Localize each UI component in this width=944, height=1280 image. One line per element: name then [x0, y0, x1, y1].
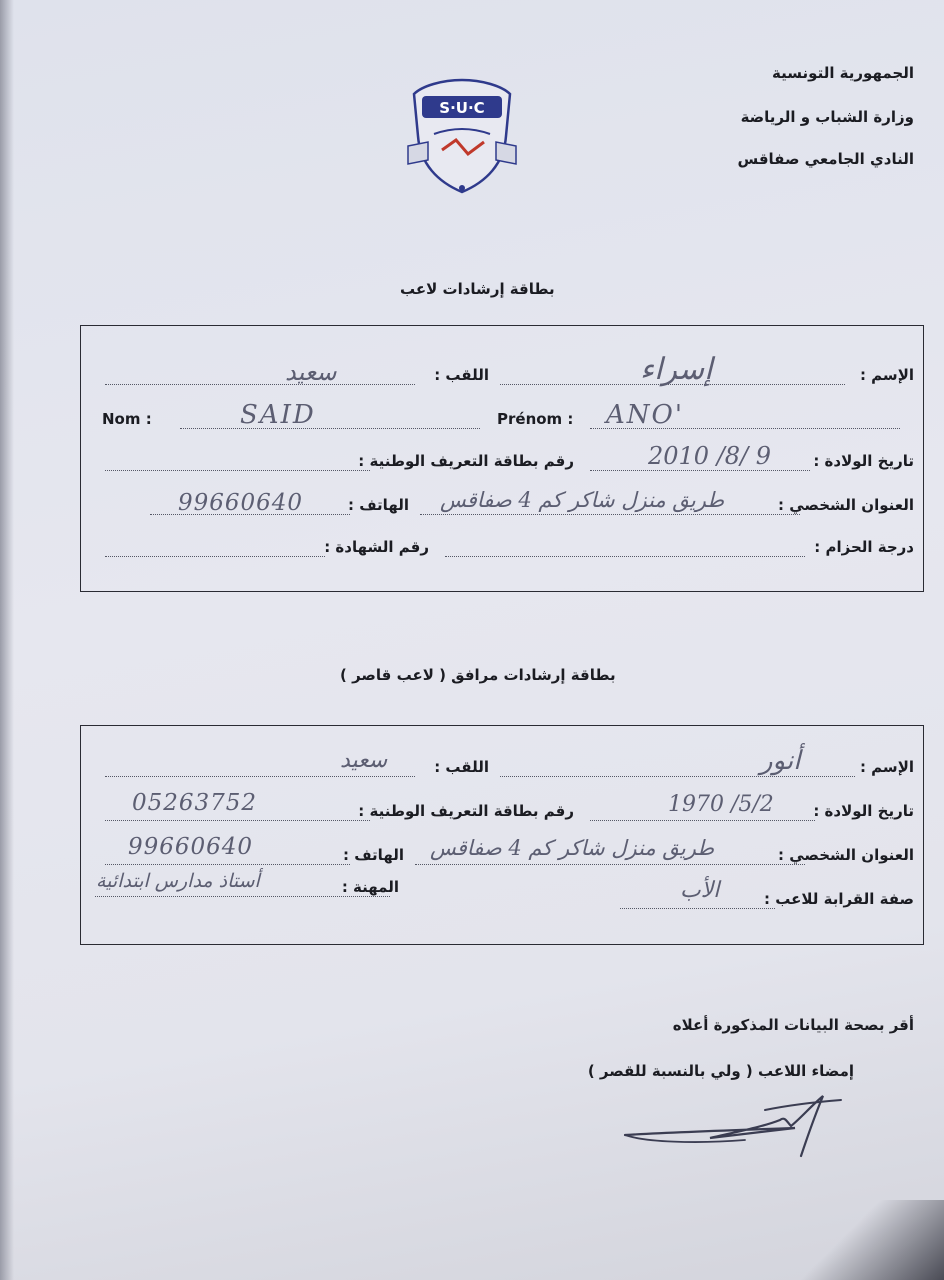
guardian-birth-label: تاريخ الولادة : [813, 802, 914, 820]
player-first-name-label: الإسم : [859, 366, 914, 384]
guardian-address-label: العنوان الشخصي : [778, 846, 914, 864]
player-address-line [420, 514, 800, 515]
guardian-first-name-value: أنور [760, 746, 801, 776]
belt-label: درجة الحزام : [814, 538, 914, 556]
certificate-label: رقم الشهادة : [324, 538, 429, 556]
header-club: النادي الجامعي صفاقس [737, 150, 914, 168]
paper-edge-shadow [0, 0, 14, 1280]
certificate-line [105, 556, 325, 557]
signature-mark-icon [615, 1080, 865, 1160]
player-id-label: رقم بطاقة التعريف الوطنية : [358, 452, 574, 470]
player-birth-line [590, 470, 810, 471]
guardian-phone-value: 99660640 [128, 834, 254, 860]
guardian-phone-label: الهاتف : [342, 846, 404, 864]
player-last-name-value: سعيد [285, 358, 337, 386]
declaration-text: أقر بصحة البيانات المذكورة أعلاه [672, 1016, 914, 1034]
guardian-phone-line [105, 864, 350, 865]
player-last-name-label: اللقب : [434, 366, 489, 384]
relation-label: صفة القرابة للاعب : [764, 890, 914, 908]
nom-label: Nom : [102, 410, 152, 428]
player-id-line [105, 470, 370, 471]
paper-corner-shadow [784, 1200, 944, 1280]
logo-text: S·U·C [439, 99, 485, 117]
job-line [95, 896, 390, 897]
nom-value: SAID [240, 400, 316, 430]
player-card-title: بطاقة إرشادات لاعب [400, 280, 555, 298]
guardian-last-name-label: اللقب : [434, 758, 489, 776]
guardian-id-label: رقم بطاقة التعريف الوطنية : [358, 802, 574, 820]
job-label: المهنة : [341, 878, 399, 896]
player-phone-value: 99660640 [178, 490, 304, 516]
guardian-address-value: طريق منزل شاكر كم 4 صفاقس [430, 836, 715, 860]
guardian-last-name-line [105, 776, 415, 777]
player-address-label: العنوان الشخصي : [778, 496, 914, 514]
signature-label: إمضاء اللاعب ( ولي بالنسبة للقصر ) [587, 1062, 854, 1080]
guardian-birth-value: 1970 /5/2 [668, 792, 774, 817]
club-logo-icon [400, 76, 524, 196]
relation-value: الأب [680, 878, 720, 903]
player-birth-value: 2010 /8/ 9 [648, 442, 772, 470]
nom-line [180, 428, 480, 429]
player-birth-label: تاريخ الولادة : [813, 452, 914, 470]
guardian-id-line [105, 820, 370, 821]
player-phone-label: الهاتف : [347, 496, 409, 514]
header-ministry: وزارة الشباب و الرياضة [740, 108, 914, 126]
player-last-name-line [105, 384, 415, 385]
guardian-birth-line [590, 820, 815, 821]
guardian-id-value: 05263752 [132, 790, 258, 816]
guardian-first-name-line [500, 776, 855, 777]
prenom-label: Prénom : [497, 410, 574, 428]
prenom-value: ANO' [606, 400, 684, 430]
guardian-first-name-label: الإسم : [859, 758, 914, 776]
job-value: أستاذ مدارس ابتدائية [96, 870, 260, 892]
relation-line [620, 908, 775, 909]
guardian-last-name-value: سعيد [340, 748, 388, 773]
guardian-card-title: بطاقة إرشادات مرافق ( لاعب قاصر ) [340, 666, 616, 684]
header-republic: الجمهورية التونسية [772, 64, 914, 82]
belt-line [445, 556, 805, 557]
player-address-value: طريق منزل شاكر كم 4 صفاقس [440, 488, 725, 512]
player-first-name-value: إسراء [640, 352, 713, 387]
guardian-address-line [415, 864, 805, 865]
